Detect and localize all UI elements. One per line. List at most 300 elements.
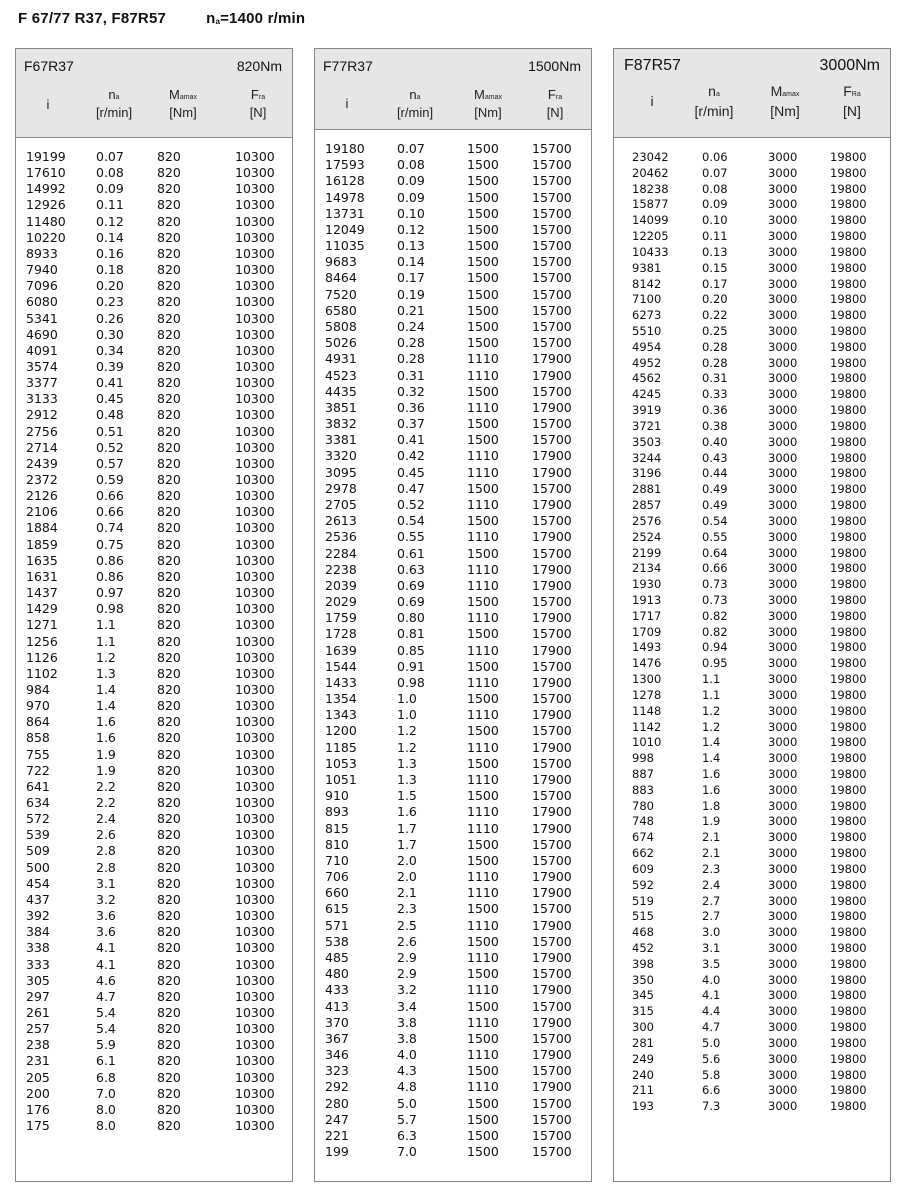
cell-radial-force: 15700 [532,1030,572,1046]
cell-ratio: 519 [632,893,654,908]
cell-output-speed: 0.26 [96,310,124,326]
cell-radial-force: 10300 [235,811,275,827]
cell-radial-force: 15700 [532,626,572,642]
table-row [16,181,292,197]
cell-ratio: 883 [632,782,654,797]
table-row [16,375,292,391]
cell-output-speed: 0.43 [702,450,728,465]
cell-ratio: 315 [632,1004,654,1019]
cell-radial-force: 19800 [830,972,867,987]
cell-output-speed: 0.57 [96,455,124,471]
table-row [16,1005,292,1021]
table-row [16,989,292,1005]
cell-radial-force: 10300 [235,407,275,423]
cell-output-speed: 2.1 [702,830,721,845]
cell-ratio: 2039 [325,577,357,593]
table-row [16,197,292,213]
cell-max-torque: 820 [157,1004,181,1020]
cell-ratio: 7096 [26,278,58,294]
cell-output-speed: 1.1 [702,672,721,687]
cell-ratio: 609 [632,861,654,876]
table-row [16,666,292,682]
cell-ratio: 539 [26,827,50,843]
cell-max-torque: 3000 [768,181,798,196]
cell-max-torque: 1110 [467,982,499,998]
cell-output-speed: 7.0 [397,1144,417,1160]
cell-max-torque: 1110 [467,642,499,658]
cell-ratio: 1709 [632,624,662,639]
cell-max-torque: 3000 [768,766,798,781]
cell-max-torque: 820 [157,875,181,891]
cell-radial-force: 10300 [235,488,275,504]
cell-radial-force: 10300 [235,1069,275,1085]
cell-max-torque: 820 [157,423,181,439]
cell-ratio: 23042 [632,150,669,164]
table-row [614,908,890,924]
cell-output-speed: 2.0 [397,869,417,885]
cell-max-torque: 1500 [467,270,499,286]
cell-ratio: 1493 [632,640,662,655]
cell-max-torque: 1500 [467,383,499,399]
cell-ratio: 4690 [26,326,58,342]
cell-radial-force: 10300 [235,988,275,1004]
cell-max-torque: 3000 [768,513,798,528]
table-row [315,853,591,869]
cell-radial-force: 19800 [830,260,867,275]
panel-torque: 3000Nm [819,57,880,74]
cell-output-speed: 1.4 [96,681,116,697]
cell-output-speed: 1.9 [96,762,116,778]
cell-output-speed: 0.54 [702,513,728,528]
table-row [16,892,292,908]
cell-max-torque: 3000 [768,687,798,702]
table-row [315,837,591,853]
cell-ratio: 454 [26,875,50,891]
table-row [16,472,292,488]
cell-ratio: 592 [632,877,654,892]
cell-radial-force: 19800 [830,1051,867,1066]
table-row [315,1144,591,1160]
cell-max-torque: 1500 [467,1063,499,1079]
column-header-speed: na [r/min] [396,87,434,120]
cell-ratio: 2524 [632,529,662,544]
table-row [315,465,591,481]
cell-max-torque: 1500 [467,901,499,917]
cell-radial-force: 10300 [235,504,275,520]
cell-max-torque: 1110 [467,917,499,933]
table-row [614,497,890,513]
cell-output-speed: 0.41 [397,432,425,448]
cell-ratio: 1913 [632,592,662,607]
cell-output-speed: 0.55 [702,529,728,544]
cell-max-torque: 3000 [768,450,798,465]
table-row [315,1063,591,1079]
table-row [315,335,591,351]
table-row [315,206,591,222]
table-row [16,230,292,246]
cell-radial-force: 10300 [235,795,275,810]
table-row [315,270,591,286]
cell-output-speed: 1.0 [397,707,417,723]
table-row [614,212,890,228]
cell-max-torque: 3000 [768,782,798,797]
cell-radial-force: 10300 [235,278,275,294]
cell-max-torque: 3000 [768,529,798,544]
table-row [614,1003,890,1019]
cell-radial-force: 17900 [532,674,572,690]
cell-ratio: 238 [26,1037,50,1053]
cell-radial-force: 15700 [532,998,572,1014]
table-row [315,723,591,739]
cell-max-torque: 1110 [467,869,499,885]
column-header-force: FRa [N] [843,83,861,119]
cell-max-torque: 3000 [768,577,798,592]
cell-ratio: 12049 [325,221,365,237]
cell-ratio: 2439 [26,455,58,471]
cell-radial-force: 10300 [235,891,275,907]
cell-ratio: 13731 [325,205,365,221]
cell-output-speed: 0.86 [96,552,124,568]
cell-radial-force: 10300 [235,1037,275,1053]
cell-ratio: 748 [632,814,654,829]
cell-max-torque: 820 [157,326,181,342]
cell-output-speed: 0.32 [397,383,425,399]
table-row [315,562,591,578]
cell-ratio: 1476 [632,656,662,671]
cell-max-torque: 3000 [768,608,798,623]
cell-ratio: 14099 [632,213,669,228]
cell-output-speed: 0.52 [397,496,425,512]
cell-radial-force: 17900 [532,561,572,577]
cell-radial-force: 19800 [830,846,867,861]
cell-max-torque: 1500 [467,157,499,173]
table-row [315,190,591,206]
cell-ratio: 2714 [26,439,58,455]
table-row [614,639,890,655]
cell-max-torque: 3000 [768,371,798,386]
table-row [16,634,292,650]
cell-radial-force: 17900 [532,869,572,885]
cell-output-speed: 0.12 [96,213,124,229]
cell-output-speed: 1.8 [702,798,721,813]
cell-max-torque: 1110 [467,739,499,755]
table-row [614,276,890,292]
table-row [614,798,890,814]
cell-radial-force: 15700 [532,755,572,771]
cell-output-speed: 0.10 [397,205,425,221]
cell-ratio: 345 [632,988,654,1003]
table-row [614,766,890,782]
cell-output-speed: 0.73 [702,577,728,592]
cell-output-speed: 0.14 [397,254,425,270]
table-row [16,1086,292,1102]
cell-output-speed: 6.8 [96,1069,116,1085]
cell-output-speed: 0.13 [397,238,425,254]
cell-ratio: 538 [325,933,349,949]
cell-max-torque: 3000 [768,956,798,971]
column-header-force: Fra [N] [249,87,267,120]
cell-max-torque: 3000 [768,213,798,228]
cell-output-speed: 4.0 [702,972,721,987]
table-row [16,294,292,310]
cell-radial-force: 17900 [532,739,572,755]
cell-radial-force: 10300 [235,956,275,972]
cell-max-torque: 1110 [467,950,499,965]
cell-output-speed: 0.82 [702,624,728,639]
cell-output-speed: 5.7 [397,1111,417,1127]
table-row [315,821,591,837]
cell-radial-force: 17900 [532,772,572,788]
cell-max-torque: 820 [157,617,181,633]
cell-radial-force: 15700 [532,691,572,707]
cell-max-torque: 820 [157,568,181,584]
cell-max-torque: 1110 [467,804,499,820]
cell-max-torque: 3000 [768,877,798,892]
cell-max-torque: 3000 [768,276,798,291]
cell-output-speed: 1.4 [96,698,116,714]
cell-output-speed: 6.1 [96,1053,116,1069]
cell-radial-force: 17900 [532,577,572,593]
cell-max-torque: 1500 [467,141,499,156]
cell-radial-force: 10300 [235,714,275,730]
cell-ratio: 1053 [325,755,357,771]
cell-output-speed: 0.97 [96,585,124,601]
cell-radial-force: 19800 [830,229,867,244]
cell-max-torque: 820 [157,294,181,310]
cell-radial-force: 19800 [830,529,867,544]
table-row [16,214,292,230]
table-row [315,982,591,998]
cell-max-torque: 820 [157,181,181,197]
cell-max-torque: 3000 [768,893,798,908]
cell-output-speed: 0.09 [96,181,124,197]
cell-radial-force: 10300 [235,520,275,536]
cell-output-speed: 3.1 [702,941,721,955]
table-row [16,973,292,989]
cell-output-speed: 0.44 [702,466,728,481]
cell-radial-force: 10300 [235,472,275,487]
cell-output-speed: 0.11 [702,229,728,244]
cell-radial-force: 17900 [532,820,572,836]
cell-radial-force: 19800 [830,418,867,433]
cell-radial-force: 15700 [532,594,572,610]
cell-radial-force: 10300 [235,536,275,552]
cell-radial-force: 19800 [830,925,867,940]
table-row [16,520,292,536]
cell-max-torque: 1110 [467,1047,499,1063]
cell-ratio: 8933 [26,245,58,261]
table-row [614,877,890,893]
cell-ratio: 333 [26,956,50,972]
cell-max-torque: 1110 [467,448,499,464]
cell-radial-force: 15700 [532,286,572,302]
cell-output-speed: 6.3 [397,1127,417,1143]
cell-max-torque: 1500 [467,998,499,1014]
cell-radial-force: 10300 [235,827,275,843]
cell-max-torque: 3000 [768,165,798,180]
cell-max-torque: 820 [157,439,181,455]
cell-ratio: 1717 [632,608,662,623]
cell-radial-force: 19800 [830,956,867,971]
cell-max-torque: 3000 [768,1051,798,1066]
cell-output-speed: 4.6 [96,972,116,988]
cell-ratio: 19180 [325,141,365,156]
cell-output-speed: 1.9 [96,746,116,762]
cell-radial-force: 15700 [532,157,572,173]
cell-radial-force: 15700 [532,432,572,448]
panel-header [315,49,591,130]
cell-radial-force: 10300 [235,665,275,681]
cell-output-speed: 0.18 [96,262,124,278]
cell-output-speed: 0.39 [96,358,124,374]
cell-max-torque: 820 [157,278,181,294]
table-row [614,576,890,592]
cell-max-torque: 3000 [768,751,798,766]
cell-radial-force: 19800 [830,1083,867,1098]
cell-ratio: 515 [632,909,654,924]
cell-max-torque: 3000 [768,150,798,164]
cell-output-speed: 0.73 [702,592,728,607]
cell-radial-force: 10300 [235,1085,275,1101]
cell-max-torque: 820 [157,504,181,520]
cell-output-speed: 5.0 [397,1095,417,1111]
cell-max-torque: 820 [157,714,181,730]
cell-ratio: 2238 [325,561,357,577]
cell-max-torque: 820 [157,778,181,794]
table-row [315,610,591,626]
cell-output-speed: 0.19 [397,286,425,302]
cell-ratio: 1433 [325,674,357,690]
cell-radial-force: 15700 [532,1127,572,1143]
cell-ratio: 346 [325,1047,349,1063]
cell-max-torque: 1500 [467,1030,499,1046]
cell-output-speed: 2.2 [96,795,116,810]
cell-radial-force: 15700 [532,270,572,286]
cell-ratio: 370 [325,1014,349,1030]
cell-radial-force: 17900 [532,610,572,626]
cell-max-torque: 1110 [467,772,499,788]
cell-ratio: 1051 [325,772,357,788]
cell-ratio: 6580 [325,302,357,318]
table-row [16,407,292,423]
cell-radial-force: 19800 [830,482,867,497]
cell-radial-force: 17900 [532,804,572,820]
cell-ratio: 2756 [26,423,58,439]
table-row [315,351,591,367]
column-header-torque: Mamax [Nm] [169,87,197,120]
cell-radial-force: 19800 [830,339,867,354]
cell-max-torque: 3000 [768,244,798,259]
cell-output-speed: 1.1 [96,633,116,649]
cell-output-speed: 5.0 [702,1035,721,1050]
cell-max-torque: 820 [157,229,181,245]
cell-ratio: 641 [26,778,50,794]
cell-max-torque: 1110 [467,496,499,512]
cell-max-torque: 820 [157,988,181,1004]
cell-output-speed: 0.20 [96,278,124,294]
table-row [614,402,890,418]
table-row [614,655,890,671]
table-row [315,901,591,917]
table-row [315,1047,591,1063]
cell-radial-force: 19800 [830,1067,867,1082]
cell-max-torque: 820 [157,956,181,972]
table-row [614,228,890,244]
cell-radial-force: 10300 [235,649,275,665]
cell-max-torque: 3000 [768,355,798,370]
table-row [315,918,591,934]
cell-ratio: 175 [26,1118,50,1133]
cell-ratio: 2106 [26,504,58,520]
cell-ratio: 3133 [26,391,58,407]
cell-max-torque: 3000 [768,830,798,845]
cell-radial-force: 10300 [235,375,275,391]
cell-max-torque: 3000 [768,561,798,576]
cell-ratio: 3721 [632,418,662,433]
cell-output-speed: 0.38 [702,418,728,433]
cell-ratio: 2134 [632,561,662,576]
cell-output-speed: 2.0 [397,852,417,868]
cell-output-speed: 1.7 [397,820,417,836]
cell-output-speed: 0.54 [397,513,425,529]
table-row [16,827,292,843]
table-row [614,339,890,355]
cell-ratio: 5026 [325,335,357,351]
cell-radial-force: 17900 [532,351,572,367]
table-row [16,860,292,876]
cell-output-speed: 1.2 [702,719,721,734]
cell-max-torque: 1500 [467,221,499,237]
cell-output-speed: 0.31 [397,367,425,383]
cell-radial-force: 10300 [235,730,275,746]
cell-ratio: 292 [325,1079,349,1095]
cell-max-torque: 3000 [768,1020,798,1035]
cell-radial-force: 10300 [235,1101,275,1117]
cell-output-speed: 0.45 [96,391,124,407]
cell-max-torque: 1500 [467,1127,499,1143]
cell-ratio: 509 [26,843,50,859]
cell-max-torque: 3000 [768,1004,798,1019]
cell-ratio: 199 [325,1144,349,1160]
cell-ratio: 3381 [325,432,357,448]
table-row [315,1096,591,1112]
table-row [614,418,890,434]
table-row [16,246,292,262]
cell-radial-force: 15700 [532,480,572,496]
cell-radial-force: 19800 [830,244,867,259]
table-row [315,513,591,529]
cell-output-speed: 0.66 [702,561,728,576]
table-row [315,999,591,1015]
cell-max-torque: 1500 [467,626,499,642]
cell-output-speed: 0.28 [397,335,425,351]
cell-ratio: 3196 [632,466,662,481]
cell-radial-force: 10300 [235,342,275,358]
table-row [315,448,591,464]
cell-output-speed: 0.31 [702,371,728,386]
cell-radial-force: 10300 [235,455,275,471]
cell-max-torque: 1110 [467,529,499,545]
cell-ratio: 5341 [26,310,58,326]
table-row [315,885,591,901]
cell-max-torque: 1110 [467,577,499,593]
table-row [614,972,890,988]
cell-radial-force: 19800 [830,324,867,339]
cell-ratio: 1343 [325,707,357,723]
cell-max-torque: 1110 [467,351,499,367]
cell-ratio: 398 [632,956,654,971]
cell-output-speed: 2.8 [96,859,116,875]
